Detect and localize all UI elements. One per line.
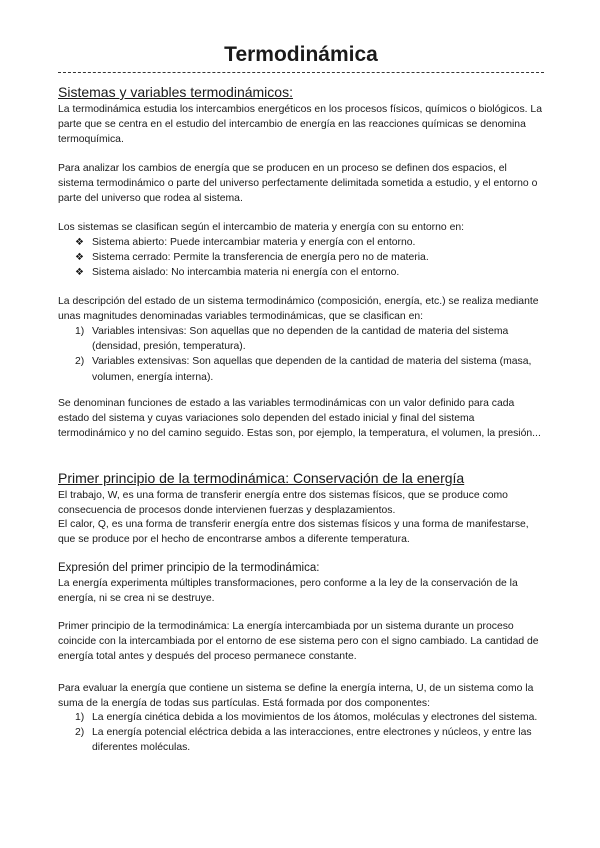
systems-list <box>58 235 544 281</box>
section-heading-first-law: Primer principio de la termodinámica: Conservación de la energía <box>58 470 465 486</box>
paragraph-state-functions: Se denominan funciones de estado a las variables termodinámicas con un valor definido para cada estado del sistema y cuyas variaciones solo dependen del estado inicial y final del sistema termodinámico y no del camino seguido. Estas son, por ejemplo, la temperatura, el volumen, la presión... <box>58 398 541 440</box>
paragraph-internal-energy: Para evaluar la energía que contiene un sistema se define la energía interna, U, de un sistema como la suma de la energía de todas sus partículas. Está formada por dos componentes: <box>58 683 534 710</box>
list-item: 2) Variables extensivas: Son aquellas que dependen de la cantidad de materia del sistema (masa, volumen, energía interna). <box>75 356 532 383</box>
paragraph-thermo-intro: La termodinámica estudia los intercambios energéticos en los procesos físicos, químicos o biológicos. La parte que se centra en el estudio del intercambio de energía en las reacciones químicas se denomina termoquímica. <box>58 104 542 146</box>
list-item: 1) Variables intensivas: Son aquellas que no dependen de la cantidad de materia del sistema (densidad, presión, temperatura). <box>75 326 509 353</box>
subheading-first-law-expression: Expresión del primer principio de la termodinámica: <box>58 562 320 574</box>
components-list <box>58 710 544 756</box>
section-heading-systems: Sistemas y variables termodinámicos: <box>58 84 293 100</box>
paragraph-work: El trabajo, W, es una forma de transferir energía entre dos sistemas físicos, que se produce como consecuencia de procesos donde intervienen fuerzas y desplazamientos. <box>58 490 508 517</box>
page-title: Termodinámica <box>224 43 378 66</box>
paragraph-heat: El calor, Q, es una forma de transferir energía entre dos sistemas físicos y una forma de manifestarse, que se produce por el hecho de encontrarse ambos a diferente temperatura. <box>58 519 529 546</box>
paragraph-classification: Los sistemas se clasifican según el intercambio de materia y energía con su entorno en: <box>58 222 465 233</box>
list-item: 1) La energía cinética debida a los movimientos de los átomos, moléculas y electrones del sistema. <box>75 712 538 723</box>
list-item: ❖ Sistema cerrado: Permite la transferencia de energía pero no de materia. <box>58 250 544 265</box>
list-item: ❖ Sistema aislado: No intercambia materia ni energía con el entorno. <box>58 265 544 280</box>
paragraph-first-law: Primer principio de la termodinámica: La energía intercambiada por un sistema durante un proceso coincide con la intercambiada por el entorno de ese sistema pero con el signo cambiado. La cantidad de energía total antes y después del proceso permanece constante. <box>58 621 539 663</box>
list-item: ❖ Sistema abierto: Puede intercambiar materia y energía con el entorno. <box>58 235 544 250</box>
diamond-bullet-icon: ❖ <box>75 267 84 279</box>
variables-list <box>58 324 544 385</box>
title-divider <box>58 72 544 73</box>
paragraph-variables: La descripción del estado de un sistema termodinámico (composición, energía, etc.) se realiza mediante unas magnitudes denominadas variables termodinámicas, que se clasifican en: <box>58 296 539 323</box>
diamond-bullet-icon: ❖ <box>75 252 84 264</box>
paragraph-energy-conservation: La energía experimenta múltiples transformaciones, pero conforme a la ley de la conservación de la energía, ni se crea ni se destruye. <box>58 578 518 605</box>
paragraph-spaces: Para analizar los cambios de energía que se producen en un proceso se definen dos espacios, el sistema termodinámico o parte del universo perfectamente delimitada sometida a estudio, y el entorno o parte del universo que rodea al sistema. <box>58 163 538 205</box>
diamond-bullet-icon: ❖ <box>75 237 84 248</box>
list-item: 2) La energía potencial eléctrica debida a las interacciones, entre electrones y núcleos, y entre las diferentes moléculas. <box>75 727 532 754</box>
